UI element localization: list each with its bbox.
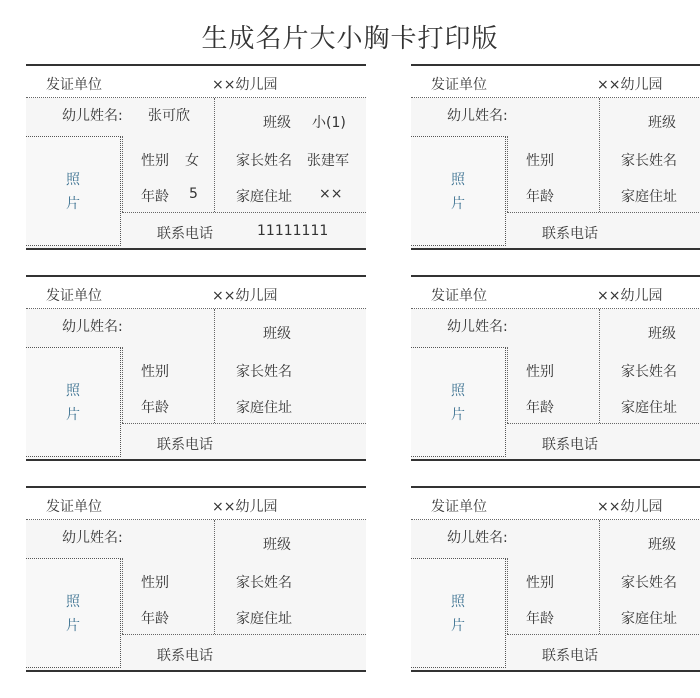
address-label: 家庭住址 [236,611,292,627]
badge-card [411,486,700,672]
parent-value: 张建军 [307,153,349,169]
divider [122,423,366,424]
badge-card [411,275,700,461]
gender-label: 性别 [141,575,169,591]
parent-label: 家长姓名 [236,364,292,380]
badge-card [26,64,366,250]
divider [599,309,600,423]
divider [122,558,123,634]
photo-label: 片 [66,407,80,423]
class-label: 班级 [648,326,676,342]
issuer-value: ××幼儿园 [212,77,278,93]
class-label: 班级 [263,537,291,553]
age-label: 年龄 [141,400,169,416]
divider [122,347,123,423]
photo-label: 照 [451,383,465,399]
divider [122,212,366,213]
photo-label: 片 [451,407,465,423]
card-bottom-border [411,670,700,672]
name-label: 幼儿姓名: [62,530,123,546]
issuer-value: ××幼儿园 [597,499,663,515]
parent-label: 家长姓名 [621,153,677,169]
phone-label: 联系电话 [157,226,213,242]
divider [122,136,123,212]
issuer-value: ××幼儿园 [212,499,278,515]
photo-label: 片 [451,196,465,212]
parent-label: 家长姓名 [236,575,292,591]
photo-label: 片 [66,196,80,212]
divider [507,212,700,213]
class-label: 班级 [263,115,291,131]
photo-placeholder [26,558,121,668]
card-bottom-border [26,459,366,461]
parent-label: 家长姓名 [621,364,677,380]
name-label: 幼儿姓名: [447,108,508,124]
age-label: 年龄 [141,189,169,205]
age-label: 年龄 [526,400,554,416]
divider [122,634,366,635]
photo-label: 照 [66,172,80,188]
issuer-label: 发证单位 [46,499,102,515]
gender-value: 女 [185,153,199,169]
badge-card [411,64,700,250]
phone-label: 联系电话 [157,437,213,453]
divider [214,520,215,634]
class-label: 班级 [263,326,291,342]
address-label: 家庭住址 [621,611,677,627]
divider [599,520,600,634]
parent-label: 家长姓名 [236,153,292,169]
divider [599,98,600,212]
divider [214,98,215,212]
address-value: ×× [319,186,343,202]
issuer-value: ××幼儿园 [597,77,663,93]
gender-label: 性别 [141,364,169,380]
divider [507,423,700,424]
address-label: 家庭住址 [236,400,292,416]
name-label: 幼儿姓名: [447,319,508,335]
phone-label: 联系电话 [157,648,213,664]
name-label: 幼儿姓名: [447,530,508,546]
divider [507,558,508,634]
photo-label: 照 [451,172,465,188]
photo-label: 照 [451,594,465,610]
age-label: 年龄 [526,189,554,205]
issuer-label: 发证单位 [46,77,102,93]
gender-label: 性别 [526,153,554,169]
phone-label: 联系电话 [542,648,598,664]
card-bottom-border [26,670,366,672]
issuer-label: 发证单位 [46,288,102,304]
badge-card [26,275,366,461]
photo-label: 照 [66,594,80,610]
gender-label: 性别 [141,153,169,169]
name-value: 张可欣 [148,108,190,124]
age-label: 年龄 [141,611,169,627]
card-bottom-border [411,459,700,461]
issuer-label: 发证单位 [431,288,487,304]
class-label: 班级 [648,537,676,553]
divider [507,634,700,635]
badge-card [26,486,366,672]
card-bottom-border [411,248,700,250]
issuer-label: 发证单位 [431,77,487,93]
divider [507,136,508,212]
photo-label: 片 [451,618,465,634]
photo-label: 照 [66,383,80,399]
phone-value: 11111111 [257,223,329,239]
age-label: 年龄 [526,611,554,627]
divider [507,347,508,423]
class-value: 小(1) [312,115,346,131]
name-label: 幼儿姓名: [62,108,123,124]
name-label: 幼儿姓名: [62,319,123,335]
address-label: 家庭住址 [236,189,292,205]
photo-placeholder [26,347,121,457]
parent-label: 家长姓名 [621,575,677,591]
issuer-value: ××幼儿园 [597,288,663,304]
age-value: 5 [189,186,198,202]
phone-label: 联系电话 [542,437,598,453]
gender-label: 性别 [526,575,554,591]
issuer-label: 发证单位 [431,499,487,515]
issuer-value: ××幼儿园 [212,288,278,304]
address-label: 家庭住址 [621,189,677,205]
page-title: 生成名片大小胸卡打印版 [201,24,499,54]
photo-placeholder [26,136,121,246]
photo-label: 片 [66,618,80,634]
photo-placeholder [411,558,506,668]
address-label: 家庭住址 [621,400,677,416]
photo-placeholder [411,347,506,457]
photo-placeholder [411,136,506,246]
phone-label: 联系电话 [542,226,598,242]
divider [214,309,215,423]
gender-label: 性别 [526,364,554,380]
class-label: 班级 [648,115,676,131]
card-bottom-border [26,248,366,250]
